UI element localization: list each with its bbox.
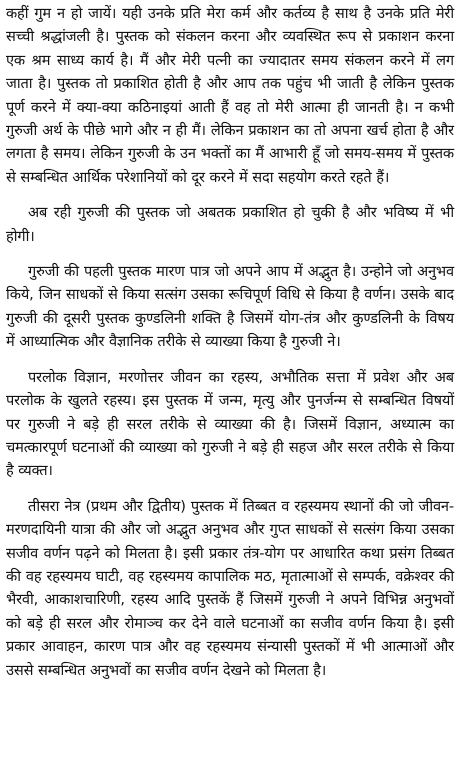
- paragraph-2: अब रही गुरुजी की पुस्तक जो अबतक प्रकाशित हो चुकी है और भविष्य में भी होगी।: [6, 204, 454, 245]
- paragraph-4: परलोक विज्ञान, मरणोत्तर जीवन का रहस्य, अभौतिक सत्ता में प्रवेश और अब परलोक के खुलते रहस्य। इस पुस्तक में जन्म, मृत्यु और पुनर्जन्म से सम्बन्धित विषयों पर गुरुजी ने बड़े ही सरल तरीके से व्याख्या की है। जिसमें विज्ञान, अध्यात्म का चमत्कारपूर्ण घटनाओं की व्याख्या को गुरुजी ने बड़े ही सहज और सरल तरीके से किया है व्यक्त।: [6, 368, 454, 480]
- paragraph-3: गुरुजी की पहली पुस्तक मारण पात्र जो अपने आप में अद्भुत है। उन्होने जो अनुभव किये, जिन साधकों से किया सत्संग उसका रूचिपूर्ण विधि से किया है वर्णन। उसके बाद गुरुजी की दूसरी पुस्तक कुण्डलिनी शक्ति है जिसमें योग-तंत्र और कुण्डलिनी के विषय में आध्यात्मिक और वैज्ञानिक तरीके से व्याख्या किया है गुरुजी ने।: [6, 263, 454, 351]
- paragraph-5: तीसरा नेत्र (प्रथम और द्वितीय) पुस्तक में तिब्बत व रहस्यमय स्थानों की जो जीवन-मरणदायिनी यात्रा की और जो अद्भुत अनुभव और गुप्त साधकों से सत्संग किया उसका सजीव वर्णन पढ़ने को मिलता है। इसी प्रकार तंत्र-योग पर आधारित कथा प्रसंग तिब्बत की वह रहस्यमय घाटी, वह रहस्यमय कापालिक मठ, मृतात्माओं से सम्पर्क, वक्रेश्वर की भैरवी, आकाशचारिणी, रहस्य आदि पुस्तकें हैं जिसमें गुरुजी ने अपने विभिन्न अनुभवों को बड़े ही सरल और रोमाञ्च कर देने वाले घटनाओं का सजीव वर्णन किया है। इसी प्रकार आवाहन, कारण पात्र और वह रहस्यमय संन्यासी पुस्तकों में भी आत्माओं और उससे सम्बन्धित अनुभवों का सजीव वर्णन देखने को मिलता है।: [6, 497, 454, 679]
- paragraph-1: कहीं गुम न हो जायें। यही उनके प्रति मेरा कर्म और कर्तव्य है साथ है उनके प्रति मेरी सच्ची श्रद्धांजली है। पुस्तक को संकलन करना और व्यवस्थित रूप से प्रकाशन करना एक श्रम साध्य कार्य है। मैं और मेरी पत्नी का ज्यादातर समय संकलन करने में लग जाता है। पुस्तक तो प्रकाशित होती है और आप तक पहुंच भी जाती है लेकिन पुस्तक पूर्ण करने में क्या-क्या कठिनाइयां आती हैं वह तो मेरी आत्मा ही जानती है। न कभी गुरुजी अर्थ के पीछे भागे और न ही मैं। लेकिन प्रकाशन का तो अपना खर्च होता है और लगता है समय। लेकिन गुरुजी के उन भक्तों का मैं आभारी हूँ जो समय-समय में पुस्तक से सम्बन्धित आर्थिक परेशानियों को दूर करने में सदा सहयोग करते रहते हैं।: [6, 5, 454, 186]
